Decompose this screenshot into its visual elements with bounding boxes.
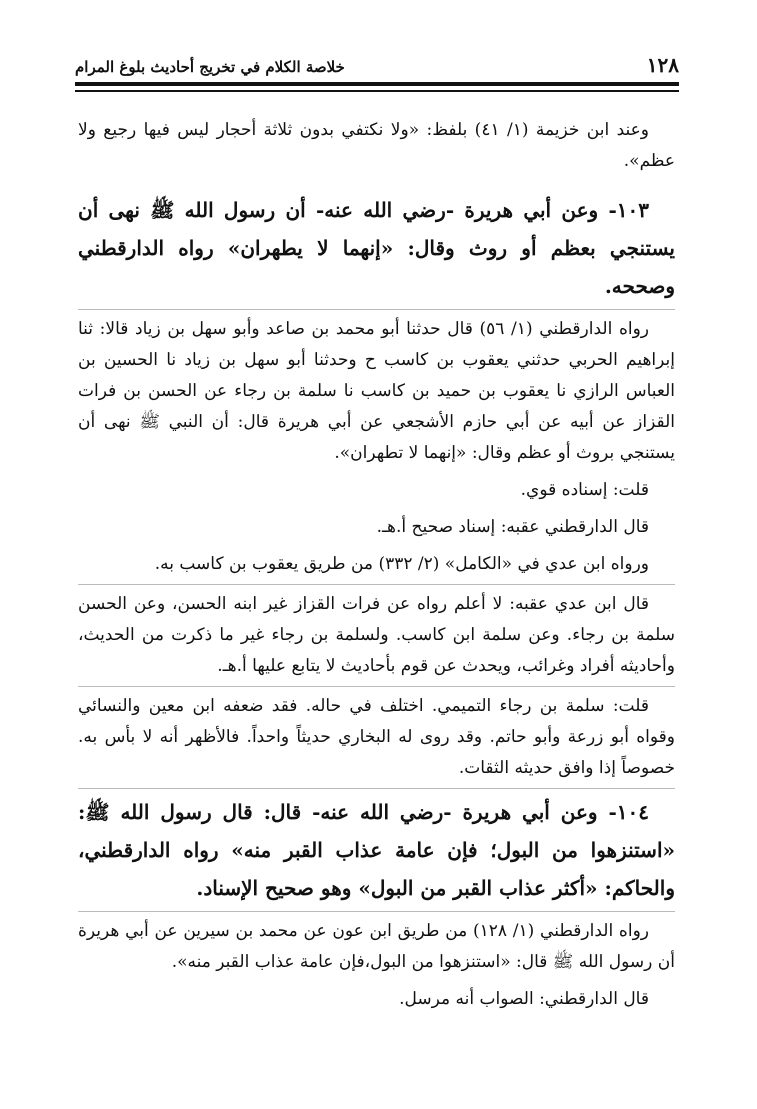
book-title: خلاصة الكلام في تخريج أحاديث بلوغ المرام <box>75 58 345 76</box>
separator <box>78 788 675 789</box>
separator <box>78 309 675 310</box>
separator <box>78 584 675 585</box>
paragraph-daraqutni-after: قال الدارقطني عقبه: إسناد صحيح أ.هـ. <box>376 517 649 537</box>
paragraph-isnad-strong: قلت: إسناده قوي. <box>520 480 649 500</box>
running-header <box>75 45 679 75</box>
paragraph-ibn-adi-kamil: ورواه ابن عدي في «الكامل» (٢/ ٣٣٢) من طريق يعقوب بن كاسب به. <box>154 554 649 574</box>
paragraph-salama-ibn-raja: قلت: سلمة بن رجاء التميمي. اختلف في حاله. فقد ضعفه ابن معين والنسائي وقواه أبو زرعة وأبو حاتم. وقد روى له البخاري حديثاً واحداً. فالأظهر أنه لا بأس به. خصوصاً إذا وافق حديثه الثقات. <box>78 696 675 778</box>
page-number: ١٢٨ <box>646 53 679 77</box>
header-rule-thin <box>75 90 679 92</box>
paragraph-ibn-khuzaymah: وعند ابن خزيمة (١/ ٤١) بلفظ: «ولا نكتفي بدون ثلاثة أحجار ليس فيها رجيع ولا عظم». <box>78 120 675 171</box>
paragraph-daraqutni-isnad: رواه الدارقطني (١/ ٥٦) قال حدثنا أبو محمد بن صاعد وأبو سهل بن زياد قالا: ثنا إبراهيم الحربي حدثني يعقوب بن كاسب ح وحدثنا أبو سهل بن زياد نا الحسين بن العباس الرازي نا يعقوب بن حميد بن كاسب نا سلمة بن رجاء عن الحسن بن فرات القزاز عن أبيه عن أبي حازم الأشجعي عن أبي هريرة قال: أن النبي ﷺ نهى أن يستنجي بروث أو عظم وقال: «إنهما لا تطهران». <box>78 319 675 463</box>
paragraph-ibn-adi-after: قال ابن عدي عقبه: لا أعلم رواه عن فرات القزاز غير ابنه الحسن، وعن الحسن سلمة بن رجاء. وعن سلمة ابن كاسب. ولسلمة بن رجاء غير ما ذكرت من الحديث، وأحاديثه أفراد وغرائب، ويحدث عن قوم بأحاديث لا يتابع عليها أ.هـ. <box>78 594 675 676</box>
separator <box>78 686 675 687</box>
paragraph-daraqutni-ibn-awn: رواه الدارقطني (١/ ١٢٨) من طريق ابن عون عن محمد بن سيرين عن أبي هريرة أن رسول الله ﷺ قال: «استنزهوا من البول،فإن عامة عذاب القبر منه». <box>78 921 675 972</box>
page-body <box>78 115 675 1015</box>
hadith-103: ١٠٣- وعن أبي هريرة -رضي الله عنه- أن رسول الله ﷺ نهى أن يستنجي بعظم أو روث وقال: «إنهما لا يطهران» رواه الدارقطني وصححه. <box>78 198 675 298</box>
separator <box>78 911 675 912</box>
header-rule-thick <box>75 82 679 86</box>
hadith-104: ١٠٤- وعن أبي هريرة -رضي الله عنه- قال: قال رسول الله ﷺ: «استنزهوا من البول؛ فإن عامة عذاب القبر منه» رواه الدارقطني، والحاكم: «أكثر عذاب القبر من البول» وهو صحيح الإسناد. <box>78 800 675 900</box>
paragraph-mursal: قال الدارقطني: الصواب أنه مرسل. <box>399 989 649 1009</box>
